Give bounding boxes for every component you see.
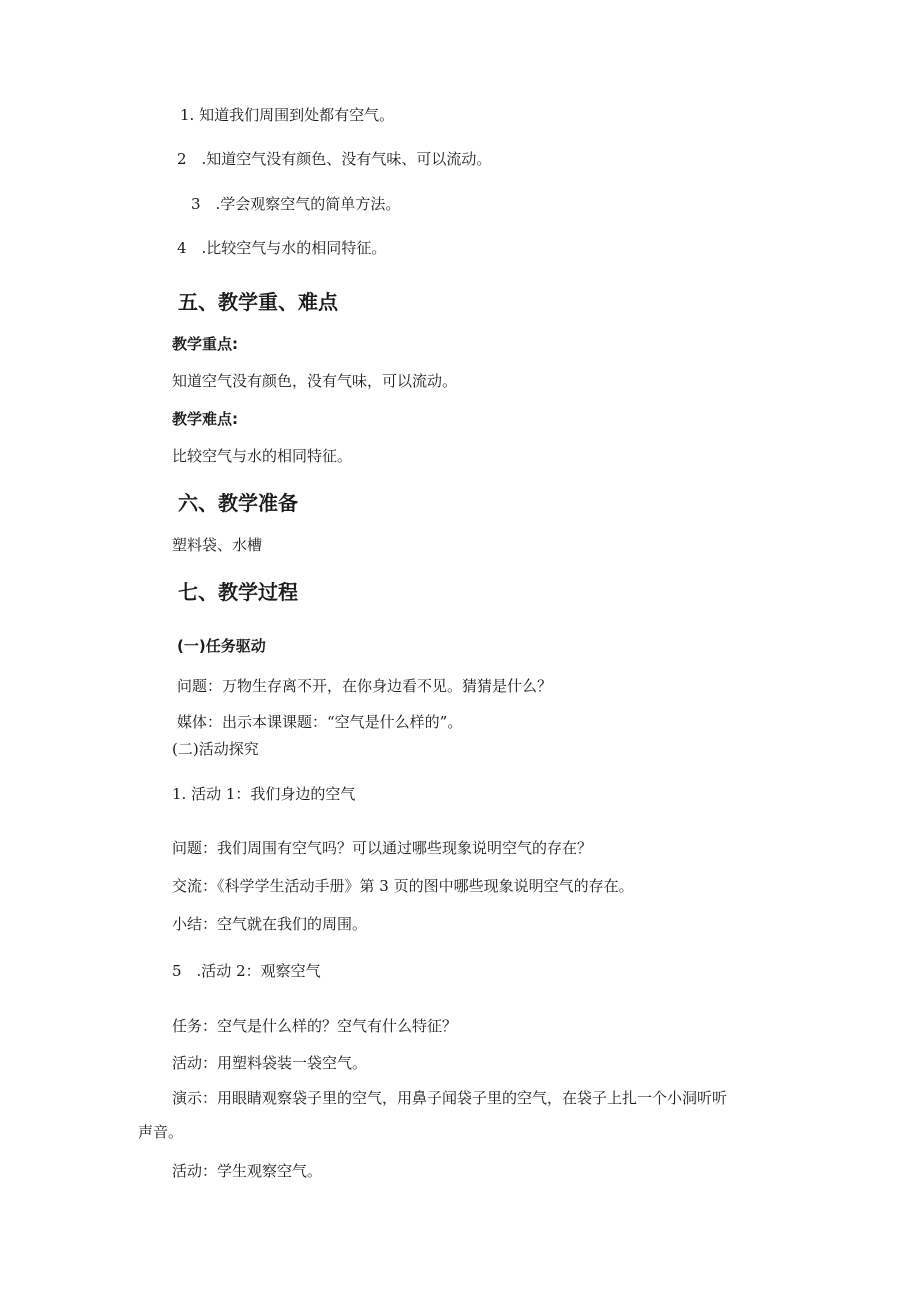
- difficult-points-label: 教学难点:: [172, 410, 238, 428]
- activity-1-title: 1. 活动 1：我们身边的空气: [172, 785, 356, 803]
- section-5-heading: 五、教学重、难点: [178, 290, 338, 314]
- activity-2-activity: 活动：用塑料袋装一袋空气。: [172, 1054, 368, 1072]
- activity-1-summary: 小结：空气就在我们的周围。: [172, 915, 368, 933]
- activity-2-title: 5 .活动 2：观察空气: [172, 962, 321, 980]
- part-1-question: 问题：万物生存离不开，在你身边看不见。猜猜是什么？: [177, 677, 553, 695]
- section-6-heading: 六、教学准备: [178, 491, 298, 515]
- activity-2-demo: 演示：用眼睛观察袋子里的空气，用鼻子闻袋子里的空气，在袋子上扎一个小洞听听声音。: [138, 1089, 728, 1141]
- activity-2-student: 活动：学生观察空气。: [172, 1162, 323, 1180]
- preparation-text: 塑料袋、水槽: [172, 536, 263, 554]
- activity-1-question: 问题：我们周围有空气吗？可以通过哪些现象说明空气的存在？: [172, 839, 593, 857]
- objective-item-2: 2 .知道空气没有颜色、没有气味、可以流动。: [177, 150, 492, 168]
- objective-item-4: 4 .比较空气与水的相同特征。: [177, 239, 387, 257]
- part-2-title: (二)活动探究: [172, 740, 259, 758]
- section-7-heading: 七、教学过程: [178, 580, 298, 604]
- activity-2-task: 任务：空气是什么样的？空气有什么特征？: [172, 1017, 458, 1035]
- difficult-points-text: 比较空气与水的相同特征。: [172, 447, 353, 465]
- objective-item-1: 1. 知道我们周围到处都有空气。: [180, 106, 395, 124]
- objective-item-3: 3 .学会观察空气的简单方法。: [191, 195, 401, 213]
- activity-1-exchange: 交流：《科学学生活动手册》第 3 页的图中哪些现象说明空气的存在。: [172, 877, 634, 895]
- part-1-title: (一)任务驱动: [177, 637, 266, 655]
- part-1-media: 媒体：出示本课课题：“空气是什么样的”。: [177, 713, 463, 731]
- key-points-label: 教学重点:: [172, 335, 238, 353]
- key-points-text: 知道空气没有颜色，没有气味，可以流动。: [172, 372, 458, 390]
